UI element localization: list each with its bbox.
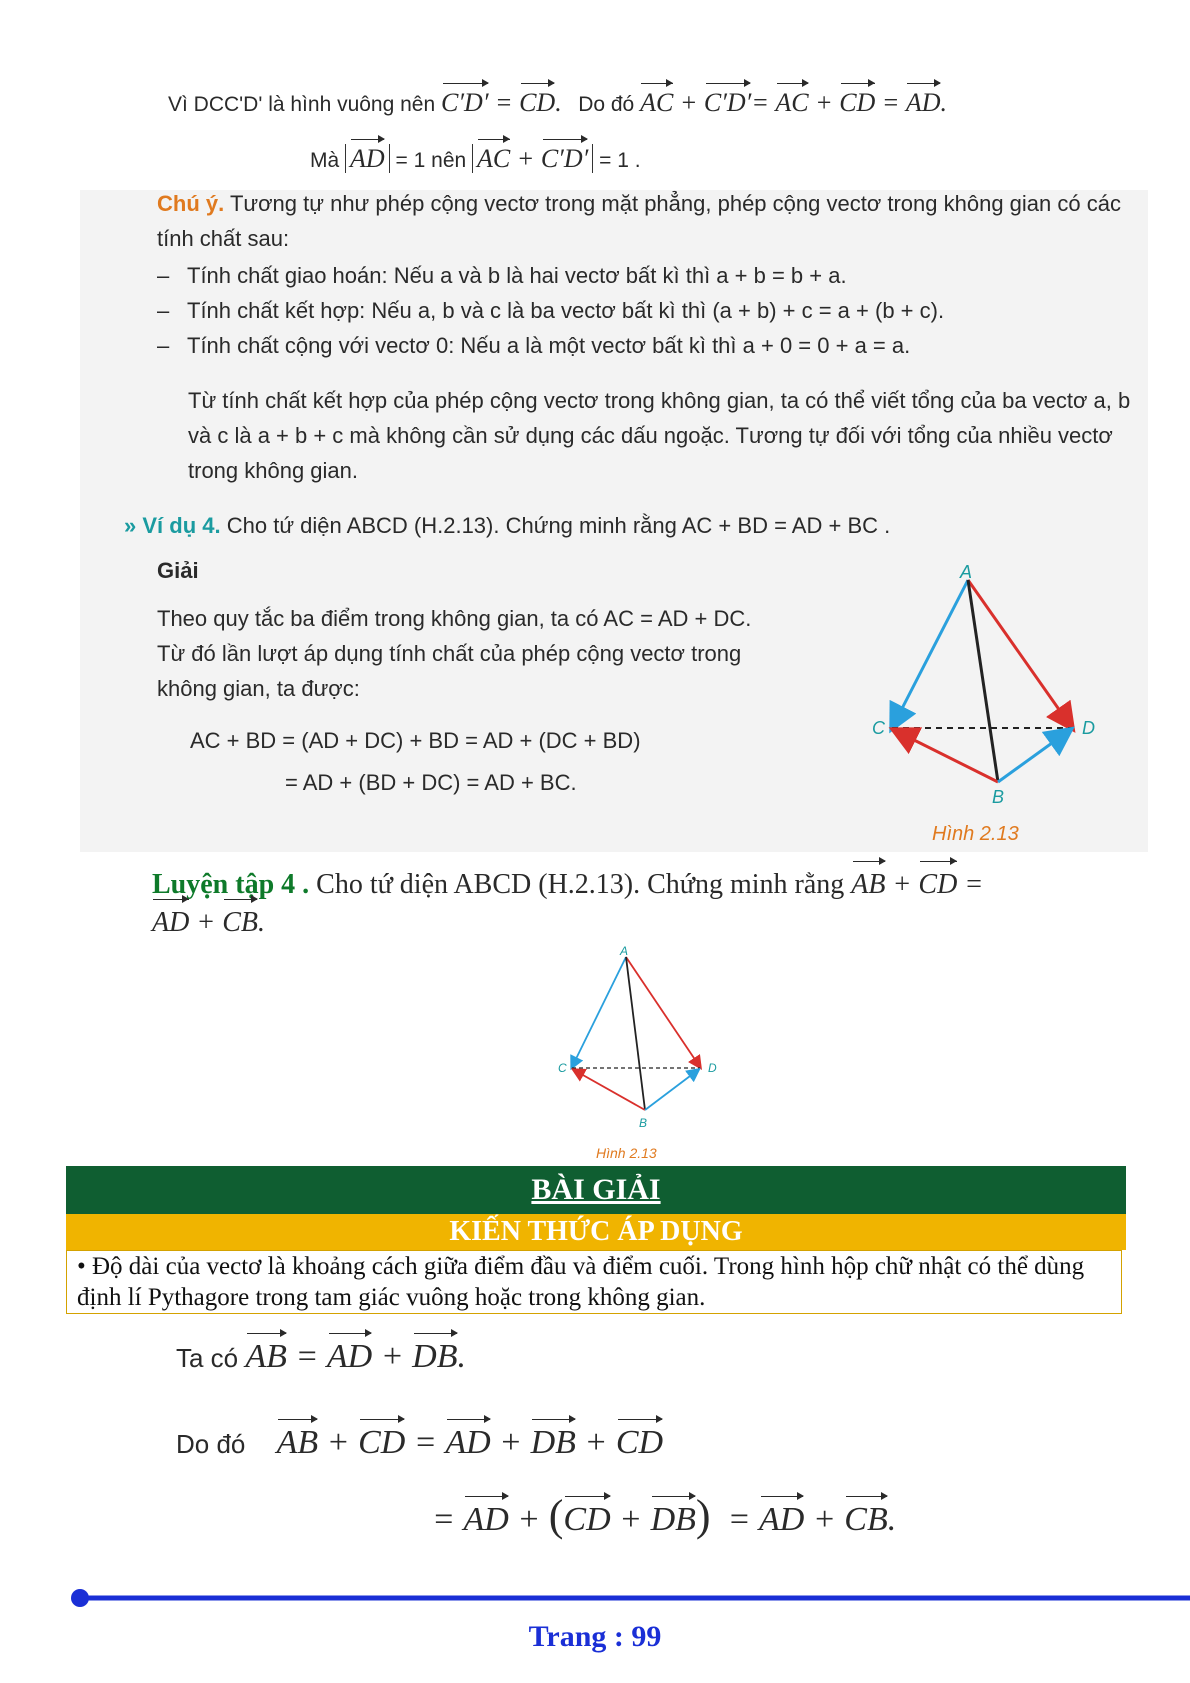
small-vertex-a: A	[620, 945, 629, 958]
edge-bd	[998, 730, 1070, 782]
solution-text	[157, 601, 817, 706]
answer-prefix-1: Ta có	[176, 1343, 239, 1373]
note-block	[157, 186, 1137, 256]
small-edge-ac	[572, 957, 626, 1067]
abs-ad: AD	[345, 144, 390, 173]
example-text: Cho tứ diện ABCD (H.2.13). Chứng minh rằng AC + BD = AD + BC .	[226, 513, 891, 538]
top-line2-prefix: Mà	[310, 149, 340, 172]
vertex-c: C	[872, 718, 885, 738]
top-line2-end: = 1 .	[599, 149, 641, 172]
example-label: Ví dụ 4.	[142, 513, 221, 538]
note-paragraph: Từ tính chất kết hợp của phép cộng vectơ trong không gian, ta có thể viết tổng của ba vectơ a, b và c là a + b + c mà không cần sử dụng các dấu ngoặc. Tương tự đối với tổng của nhiều vectơ trong không gian.	[188, 388, 1131, 483]
solution-label: Giải	[157, 558, 199, 583]
solution-line-1: Theo quy tắc ba điểm trong không gian, ta có AC = AD + DC.	[157, 606, 752, 631]
footer-rule	[66, 1586, 1190, 1610]
small-vertex-c: C	[558, 1061, 567, 1075]
top-line1-mid: Do đó	[578, 93, 635, 116]
example-heading	[124, 513, 890, 539]
note-text: Tương tự như phép cộng vectơ trong mặt phẳng, phép cộng vectơ trong không gian có các tính chất sau:	[157, 191, 1121, 251]
small-edge-bc	[574, 1070, 645, 1110]
solution-equation-2: = AD + (BD + DC) = AD + BC.	[285, 770, 577, 795]
note-items	[157, 258, 1137, 363]
practice-label: Luyện tập 4 .	[152, 869, 310, 900]
practice-block	[152, 866, 1092, 942]
edge-ad	[968, 580, 1072, 728]
knowledge-box	[66, 1250, 1122, 1314]
solution-equation-1: AC + BD = (AD + DC) + BD = AD + (DC + BD)	[190, 728, 641, 753]
small-vertex-b: B	[639, 1116, 648, 1130]
solution-header: BÀI GIẢI	[66, 1166, 1126, 1214]
vertex-b: B	[992, 787, 1005, 807]
figure-caption-large: Hình 2.13	[932, 823, 1019, 845]
edge-ab	[968, 580, 998, 782]
eq-cd-equal: C′D′ = CD.	[441, 88, 569, 117]
edge-ac	[892, 580, 968, 728]
answer-eq-2: AB + CD = AD + DB + CD	[276, 1424, 664, 1461]
solution-line-2: Từ đó lần lượt áp dụng tính chất của phép cộng vectơ trong	[157, 641, 742, 666]
answer-line-3: = AD + (CD + DB) = AD + CB.	[432, 1491, 897, 1540]
note-item-associative: – Tính chất kết hợp: Nếu a, b và c là ba vectơ bất kì thì (a + b) + c = a + (b + c).	[157, 293, 1137, 328]
answer-line-1	[176, 1338, 466, 1376]
practice-text: Cho tứ diện ABCD (H.2.13). Chứng minh rằng	[316, 869, 845, 900]
top-line2-mid: = 1 nên	[395, 149, 467, 172]
solution-line-3: không gian, ta được:	[157, 676, 360, 701]
answer-eq-1: AB = AD + DB.	[245, 1338, 466, 1375]
practice-equation: AB + CD = AD + CB.	[152, 869, 983, 938]
abs-sum: AC + C′D′	[472, 144, 593, 173]
note-label: Chú ý.	[157, 191, 225, 216]
figure-caption-small: Hình 2.13	[596, 1145, 657, 1161]
small-vertex-d: D	[708, 1061, 717, 1075]
example-arrow-icon: »	[124, 513, 137, 538]
answer-prefix-2: Do đó	[176, 1429, 246, 1459]
small-edge-bd	[645, 1070, 698, 1110]
knowledge-text: • Độ dài của vectơ là khoảng cách giữa điểm đầu và điểm cuối. Trong hình hộp chữ nhật có thể dùng định lí Pythagore trong tam giác vuông hoặc trong không gian.	[77, 1253, 1085, 1311]
answer-line-2	[176, 1424, 663, 1462]
page-number: Trang : 99	[528, 1620, 662, 1653]
top-line-2	[310, 144, 641, 184]
top-line1-prefix: Vì DCC'D' là hình vuông nên	[168, 93, 436, 116]
tetrahedron-figure-small	[540, 945, 740, 1140]
knowledge-header: KIẾN THỨC ÁP DỤNG	[66, 1214, 1126, 1250]
edge-bc	[894, 730, 998, 782]
eq-sum-ad: AC + C′D′= AC + CD = AD.	[640, 88, 948, 117]
top-line-1	[168, 88, 1088, 128]
vertex-a: A	[960, 562, 973, 582]
note-item-zero: – Tính chất cộng với vectơ 0: Nếu a là một vectơ bất kì thì a + 0 = 0 + a = a.	[157, 328, 1137, 363]
tetrahedron-figure-large	[860, 560, 1120, 820]
note-item-commutative: – Tính chất giao hoán: Nếu a và b là hai vectơ bất kì thì a + b = b + a.	[157, 258, 1137, 293]
vertex-d: D	[1082, 718, 1095, 738]
